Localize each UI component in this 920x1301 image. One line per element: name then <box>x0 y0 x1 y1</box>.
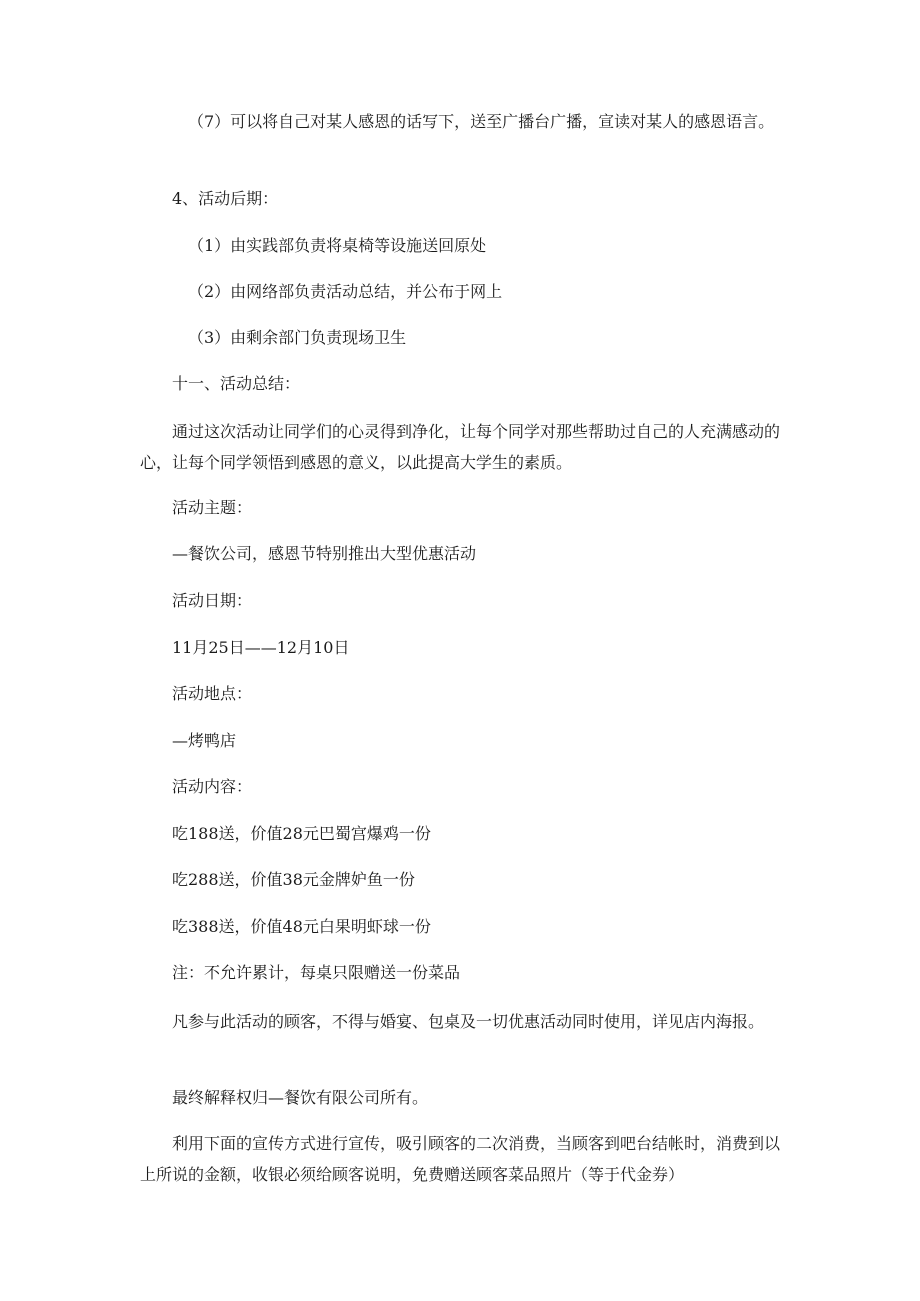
paragraph-activity-location: —烤鸭店 <box>172 731 237 750</box>
paragraph-note: 注：不允许累计，每桌只限赠送一份菜品 <box>172 963 461 982</box>
paragraph-offer-188: 吃188送，价值28元巴蜀宫爆鸡一份 <box>172 824 431 843</box>
paragraph-item-2: （2）由网络部负责活动总结，并公布于网上 <box>188 282 503 301</box>
paragraph-summary: 通过这次活动让同学们的心灵得到净化，让每个同学对那些帮助过自己的人充满感动的心，让每个同学领悟到感恩的意义，以此提高大学生的素质。 <box>140 422 781 472</box>
label-activity-theme: 活动主题： <box>172 498 253 517</box>
paragraph-activity-date: 11月25日——12月10日 <box>172 638 350 657</box>
paragraph-final-right: 最终解释权归—餐饮有限公司所有。 <box>172 1088 429 1107</box>
label-activity-date: 活动日期： <box>172 591 253 610</box>
paragraph-item-3: （3）由剩余部门负责现场卫生 <box>188 328 407 347</box>
section-heading-post-activity: 4、活动后期： <box>172 189 279 208</box>
label-activity-location: 活动地点： <box>172 684 253 703</box>
paragraph-item-7: （7）可以将自己对某人感恩的话写下，送至广播台广播，宣读对某人的感恩语言。 <box>188 112 775 131</box>
section-heading-summary: 十一、活动总结： <box>172 374 301 393</box>
paragraph-promotion: 利用下面的宣传方式进行宣传，吸引顾客的二次消费，当顾客到吧台结帐时，消费到以上所说的金额，收银必须给顾客说明，免费赠送顾客菜品照片（等于代金券） <box>140 1134 781 1184</box>
paragraph-offer-388: 吃388送，价值48元白果明虾球一份 <box>172 917 431 936</box>
paragraph-activity-theme: —餐饮公司，感恩节特别推出大型优惠活动 <box>172 544 477 563</box>
paragraph-terms: 凡参与此活动的顾客，不得与婚宴、包桌及一切优惠活动同时使用，详见店内海报。 <box>172 1012 765 1031</box>
paragraph-item-1: （1）由实践部负责将桌椅等设施送回原处 <box>188 236 487 255</box>
paragraph-offer-288: 吃288送，价值38元金牌妒鱼一份 <box>172 870 415 889</box>
label-activity-content: 活动内容： <box>172 777 253 796</box>
